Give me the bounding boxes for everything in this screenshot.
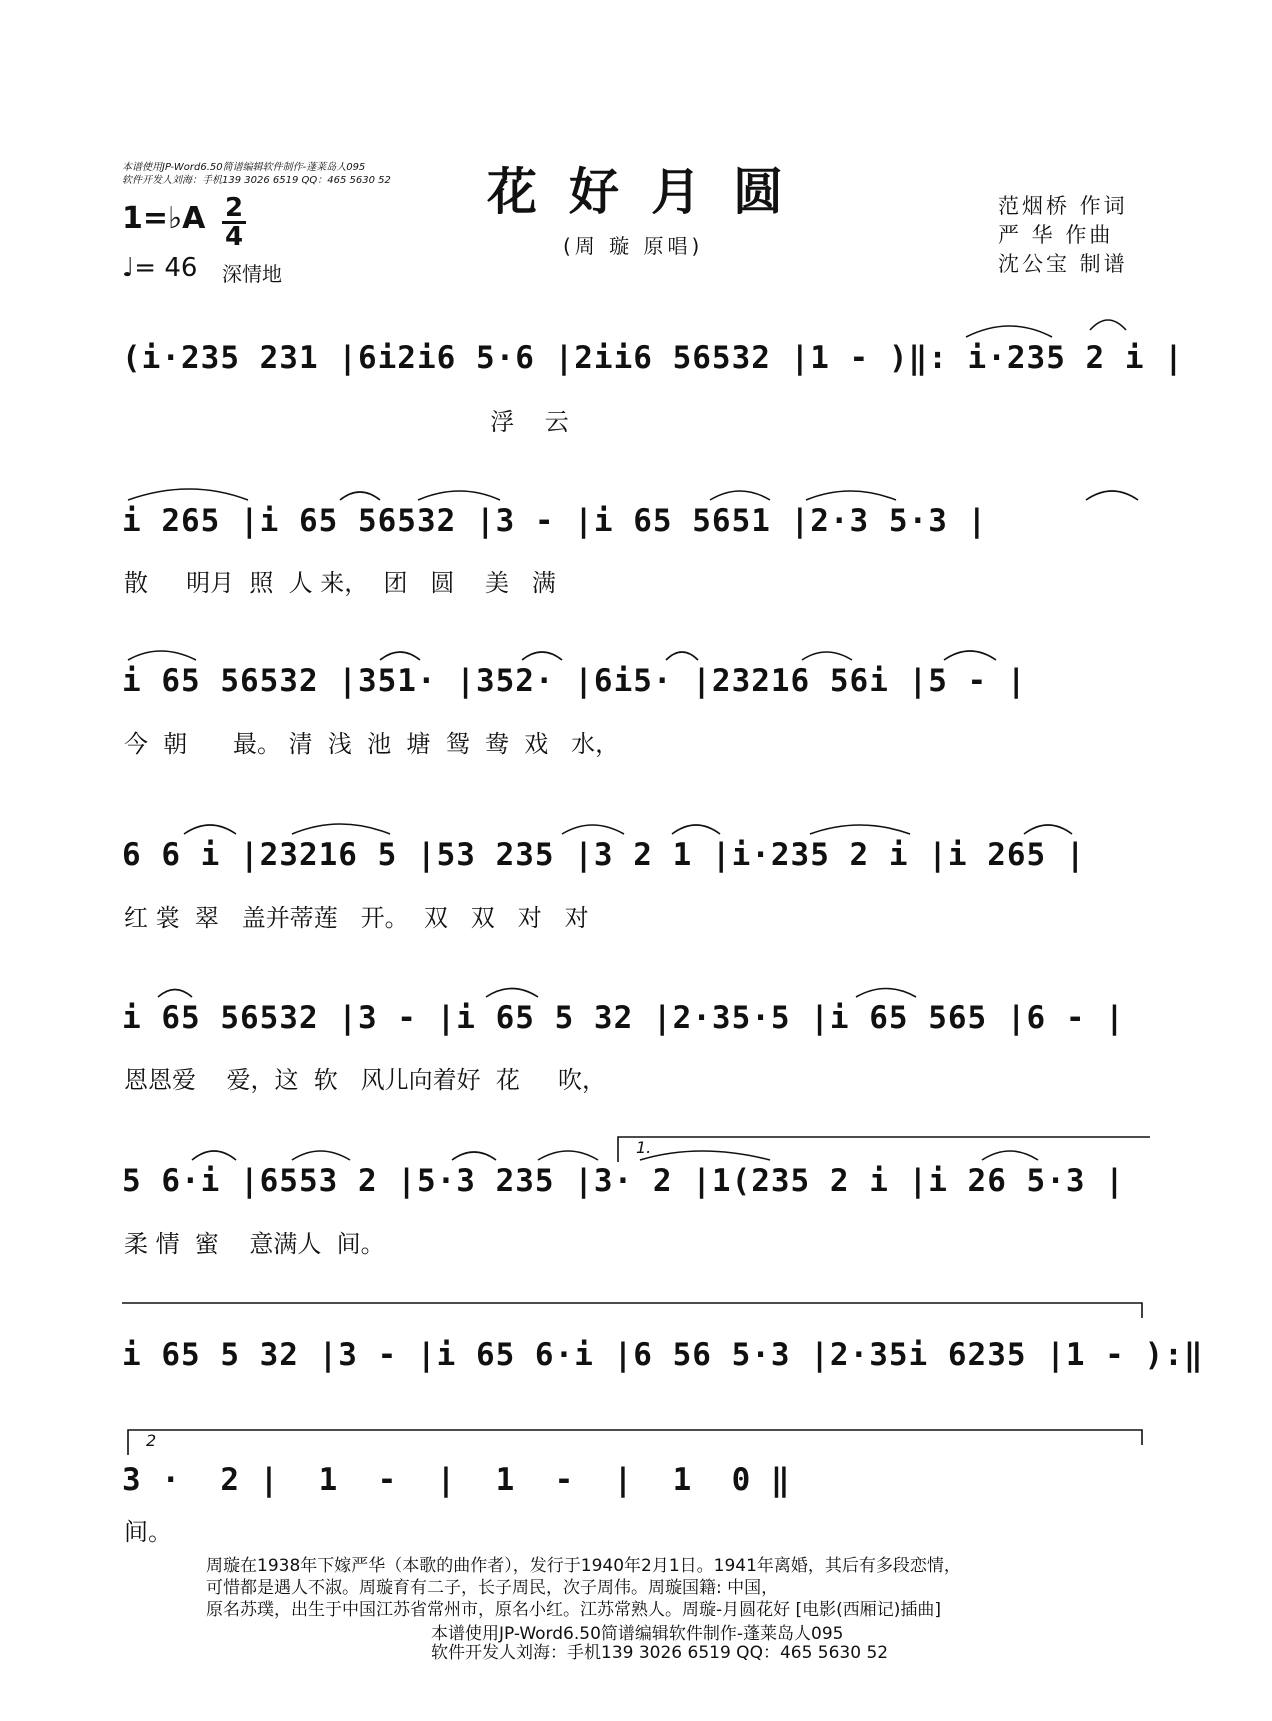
score-row-7-notes: i 65 5 32 |3 - |i 65 6·i |6 56 5·3 |2·35i 6235 |1 - ):‖ (122, 1337, 1204, 1373)
score-row-5-notes: i 65 56532 |3 - |i 65 5 32 |2·35·5 |i 65 565 |6 - | (122, 1000, 1125, 1036)
slur (1086, 491, 1138, 500)
slur (944, 651, 996, 660)
volta-2-bracket (128, 1430, 1142, 1455)
slur (184, 825, 236, 834)
slur (522, 652, 562, 660)
software-note-line2: 软件开发人刘海：手机139 3026 6519 QQ：465 5630 52 (122, 175, 391, 186)
score-row-4-notes: 6 6 i |23216 5 |53 235 |3 2 1 |i·235 2 i |i 265 | (122, 837, 1086, 873)
score-row-1-lyrics: 浮 云 (124, 408, 569, 436)
score-row-1-notes: (i·235 231 |6i2i6 5·6 |2ii6 56532 |1 - )‖: i·235 2 i | (122, 340, 1184, 376)
slur (810, 825, 910, 834)
slur (292, 1151, 350, 1160)
footer-line2: 软件开发人刘海：手机139 3026 6519 QQ：465 5630 52 (431, 1643, 889, 1663)
volta-1-bracket (618, 1137, 1150, 1162)
score-row-2-notes: i 265 |i 65 56532 |3 - |i 65 5651 |2·3 5·3 | (122, 503, 988, 539)
credit-arranger: 沈公宝 制谱 (998, 252, 1128, 276)
page-title: 花好月圆 (487, 162, 815, 221)
slur (802, 652, 852, 660)
slur (710, 491, 770, 500)
page-subtitle: (周 璇 原唱) (563, 234, 704, 258)
slur (486, 989, 538, 998)
volta-2-label: 2 (146, 1431, 157, 1450)
slur (128, 489, 248, 500)
slur (380, 652, 420, 660)
tempo-marking: ♩= 46 (122, 253, 198, 283)
slur (1090, 320, 1126, 330)
score-row-8-notes: 3 · 2 | 1 - | 1 - | 1 0 ‖ (122, 1462, 791, 1498)
credit-composer: 严 华 作曲 (998, 223, 1114, 247)
footer (431, 1625, 888, 1663)
slur (806, 491, 896, 500)
slur (292, 824, 390, 834)
history-note-line1: 周璇在1938年下嫁严华（本歌的曲作者），发行于1940年2月1日。1941年离婚，其后有多段恋情， (206, 1556, 961, 1576)
slur (158, 990, 192, 998)
key-signature: 1=♭A (122, 201, 206, 236)
score-row-4-lyrics: 红 裳 翠 盖并蒂莲 开。 双 双 对 对 (124, 904, 589, 932)
history-note-line3: 原名苏璞，出生于中国江苏省常州市，原名小红。江苏常熟人。周璇-月圆花好 [电影(西厢记)插曲] (206, 1600, 942, 1620)
slur (418, 491, 500, 500)
score-row-3-notes: i 65 56532 |351· |352· |6i5· |23216 56i |5 - | (122, 663, 1027, 699)
score-row-6-notes: 5 6·i |6553 2 |5·3 235 |3· 2 |1(235 2 i |i 26 5·3 | (122, 1163, 1125, 1199)
slur (452, 1152, 496, 1160)
slur (1024, 825, 1072, 834)
score-row-3-lyrics: 今 朝 最。 清 浅 池 塘 鸳 鸯 戏 水， (124, 730, 620, 758)
score-row-2-lyrics: 散 明月 照 人 来， 团 圆 美 满 (124, 569, 556, 597)
history-note (206, 1555, 961, 1621)
time-signature-top: 2 (224, 193, 244, 223)
credit-lyricist: 范烟桥 作词 (998, 194, 1128, 218)
history-note-line2: 可惜都是遇人不淑。周璇育有二子，长子周民，次子周伟。周璇国籍: 中国， (206, 1578, 779, 1598)
footer-line1: 本谱使用JP-Word6.50简谱编辑软件制作-蓬莱岛人095 (431, 1624, 844, 1644)
slur (856, 989, 916, 998)
slur (666, 652, 698, 660)
slur (982, 1151, 1038, 1160)
slur (562, 825, 624, 834)
slur (192, 1151, 236, 1160)
score-row-5-lyrics: 恩恩爱 爱，这 软 风儿向着好 花 吹， (124, 1066, 607, 1094)
slur (640, 1151, 770, 1160)
software-note-line1: 本谱使用JP-Word6.50简谱编辑软件制作-蓬莱岛人095 (122, 162, 366, 173)
slur (538, 1151, 598, 1160)
volta-1-label: 1. (636, 1138, 652, 1157)
slur (340, 492, 380, 500)
section-line (122, 1303, 1142, 1318)
slur (128, 651, 196, 660)
slur (966, 326, 1052, 337)
score-row-6-lyrics: 柔 情 蜜 意满人 间。 (124, 1230, 385, 1258)
time-signature-bottom: 4 (224, 222, 244, 252)
slur (672, 825, 720, 834)
score-row-8-lyrics: 间。 (124, 1518, 172, 1546)
expression-marking: 深情地 (222, 262, 282, 286)
